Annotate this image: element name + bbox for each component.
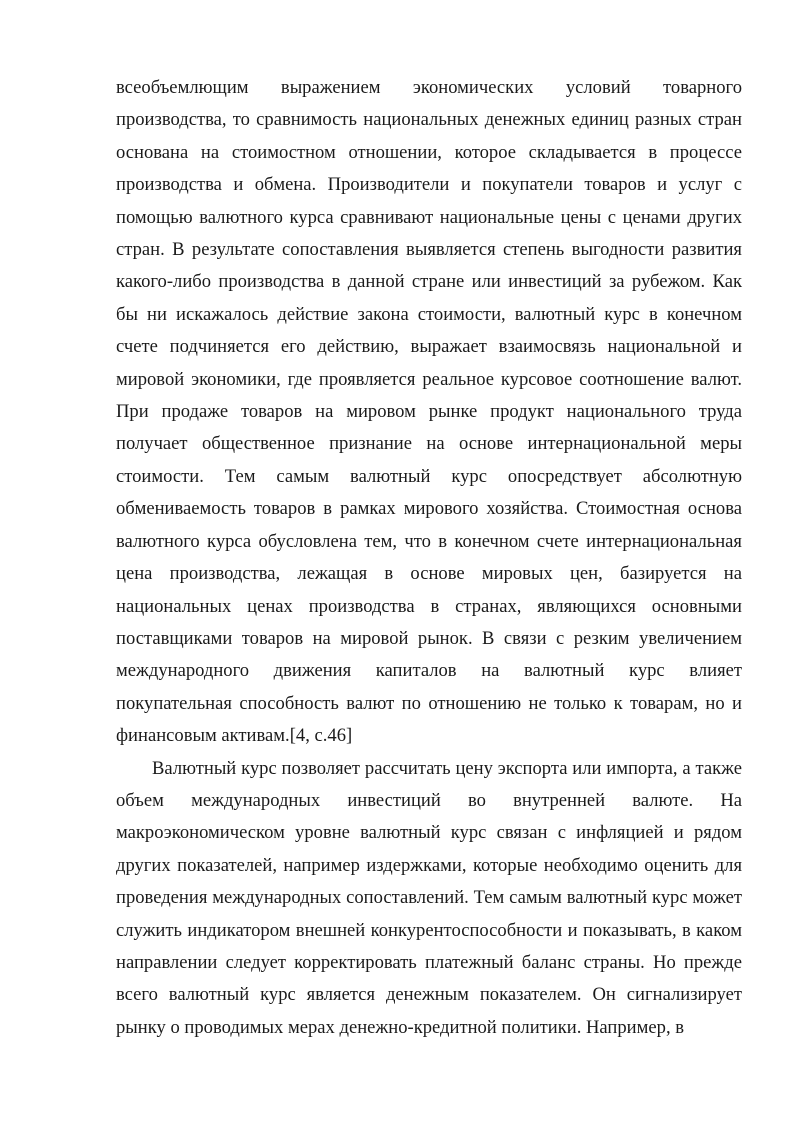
- paragraph-1: всеобъемлющим выражением экономических условий товарного производства, то сравнимость национальных денежных единиц разных стран основана на стоимостном отношении, которое складывается в процессе производства и обмена. Производители и покупатели товаров и услуг с помощью валютного курса сравнивают национальные цены с ценами других стран. В результате сопоставления выявляется степень выгодности развития какого-либо производства в данной стране или инвестиций за рубежом. Как бы ни искажалось действие закона стоимости, валютный курс в конечном счете подчиняется его действию, выражает взаимосвязь национальной и мировой экономики, где проявляется реальное курсовое соотношение валют. При продаже товаров на мировом рынке продукт национального труда получает общественное признание на основе интернациональной меры стоимости. Тем самым валютный курс опосредствует абсолютную обмениваемость товаров в рамках мирового хозяйства. Стоимостная основа валютного курса обусловлена тем, что в конечном счете интернациональная цена производства, лежащая в основе мировых цен, базируется на национальных ценах производства в странах, являющихся основными поставщиками товаров на мировой рынок. В связи с резким увеличением международного движения капиталов на валютный курс влияет покупательная способность валют по отношению не только к товарам, но и финансовым активам.[4, с.46]: [116, 77, 742, 747]
- document-page: [116, 72, 742, 1044]
- paragraph-2: Валютный курс позволяет рассчитать цену экспорта или импорта, а также объем международных инвестиций во внутренней валюте. На макроэкономическом уровне валютный курс связан с инфляцией и рядом других показателей, например издержками, которые необходимо оценить для проведения международных сопоставлений. Тем самым валютный курс может служить индикатором внешней конкурентоспособности и показывать, в каком направлении следует корректировать платежный баланс страны. Но прежде всего валютный курс является денежным показателем. Он сигнализирует рынку о проводимых мерах денежно-кредитной политики. Например, в: [116, 757, 742, 1038]
